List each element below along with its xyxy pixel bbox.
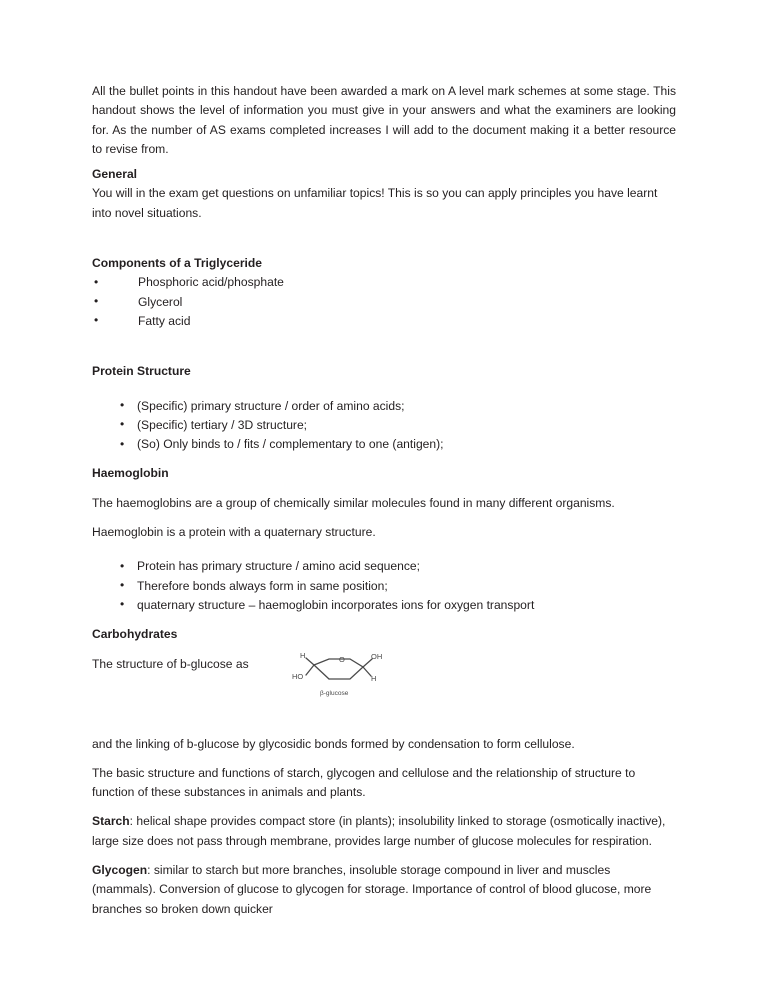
haemoglobin-paragraph-1: The haemoglobins are a group of chemically similar molecules found in many different organisms.	[92, 495, 615, 510]
spacer	[92, 713, 676, 735]
glycogen-paragraph	[92, 861, 676, 919]
starch-term: Starch	[92, 814, 130, 829]
beta-glucose-ring-icon	[292, 649, 384, 705]
list-item: • (Specific) tertiary / 3D structure;	[120, 416, 676, 435]
starch-description: : helical shape provides compact store (in plants); insolubility linked to storage (osmotically inactive), large size does not pass through membrane, provides large number of glucose molecules for respiration.	[92, 814, 666, 848]
spacer	[92, 454, 676, 464]
glucose-label-ring-oxygen: O	[339, 654, 345, 664]
glucose-linking-paragraph: and the linking of b-glucose by glycosidic bonds formed by condensation to form cellulose.	[92, 736, 575, 751]
glucose-structure-lead-text: The structure of b-glucose as	[92, 656, 249, 671]
spacer	[92, 331, 676, 362]
list-item: • Protein has primary structure / amino acid sequence;	[120, 557, 676, 576]
glucose-label-oh-top-right: OH	[371, 651, 383, 661]
glucose-figure-caption: β-glucose	[320, 689, 349, 697]
heading-general: General	[92, 167, 138, 182]
glycogen-description: : similar to starch but more branches, insoluble storage compound in liver and muscles (mammals). Conversion of glucose to glycogen for storage. Importance of control of blood glucose, more branches so broken down quicker	[92, 863, 652, 916]
intro-paragraph: All the bullet points in this handout have been awarded a mark on A level mark schemes at some stage. This handout shows the level of information you must give in your answers and what the examiners are looking for. As the number of AS exams completed increases I will add to the document making it a better resource to revise from.	[92, 84, 676, 156]
heading-haemoglobin: Haemoglobin	[92, 466, 169, 481]
haemoglobin-bullet-list	[92, 557, 676, 615]
glucose-structure-row	[92, 650, 676, 713]
spacer	[92, 615, 676, 625]
heading-carbohydrates: Carbohydrates	[92, 627, 178, 642]
spacer	[92, 513, 676, 523]
glycogen-term: Glycogen	[92, 863, 148, 878]
heading-components-of-a-triglyceride: Components of a Triglyceride	[92, 256, 263, 271]
list-item: • Phosphoric acid/phosphate	[92, 273, 676, 292]
spacer	[92, 223, 676, 254]
spacer	[92, 382, 676, 397]
spacer	[92, 754, 676, 764]
list-item: • Therefore bonds always form in same position;	[120, 577, 676, 596]
list-item: • Fatty acid	[92, 312, 676, 331]
spacer	[92, 851, 676, 861]
protein-structure-bullet-list	[92, 397, 676, 455]
haemoglobin-paragraph-2: Haemoglobin is a protein with a quaternary structure.	[92, 525, 376, 540]
list-item: • (Specific) primary structure / order of amino acids;	[120, 397, 676, 416]
glucose-label-ho-bottom-left: HO	[292, 671, 304, 681]
starch-paragraph	[92, 812, 676, 851]
beta-glucose-structure-figure	[292, 649, 384, 705]
list-item: • Glycerol	[92, 293, 676, 312]
list-item: • quaternary structure – haemoglobin incorporates ions for oxygen transport	[120, 596, 676, 615]
spacer	[92, 802, 676, 812]
triglyceride-bullet-list	[92, 273, 676, 331]
glucose-label-h-bottom-right: H	[371, 673, 377, 683]
glucose-label-h-top-left: H	[300, 650, 306, 660]
spacer	[92, 542, 676, 557]
general-body-paragraph: You will in the exam get questions on unfamiliar topics! This is so you can apply principles you have learnt into novel situations.	[92, 186, 658, 220]
heading-protein-structure: Protein Structure	[92, 364, 191, 379]
spacer	[92, 484, 676, 494]
document-body	[92, 82, 676, 919]
spacer	[92, 645, 676, 655]
list-item: • (So) Only binds to / fits / complementary to one (antigen);	[120, 435, 676, 454]
basic-structure-paragraph: The basic structure and functions of starch, glycogen and cellulose and the relationship of structure to function of these substances in animals and plants.	[92, 765, 636, 800]
